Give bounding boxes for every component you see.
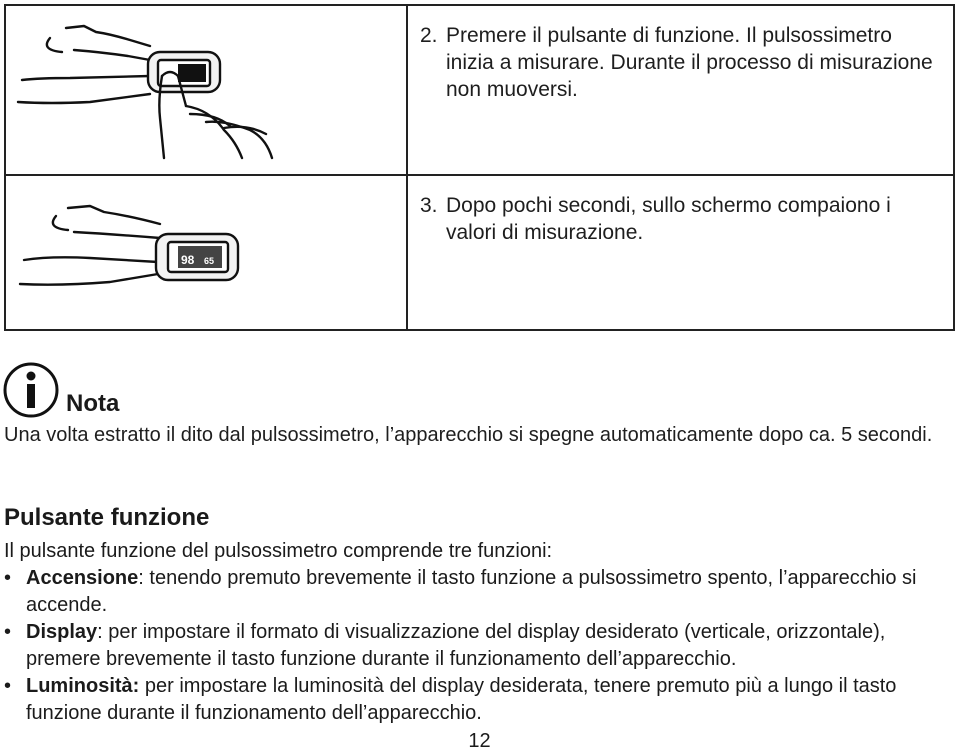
step-3-text <box>420 192 943 246</box>
list-item-term: Luminosità: <box>26 675 140 697</box>
note-text: Una volta estratto il dito dal pulsossimetro, l’apparecchio si spegne automaticamente dopo ca. 5 secondi. <box>4 424 933 446</box>
step-row-2 <box>6 6 953 176</box>
page-number: 12 <box>468 730 491 752</box>
list-item-luminosita <box>4 673 954 727</box>
list-item-separator: : <box>138 567 144 589</box>
step-description: Dopo pochi secondi, sullo schermo compaiono i valori di misurazione. <box>446 194 891 244</box>
step-number: 3. <box>420 194 438 217</box>
list-item-text: per impostare il formato di visualizzazione del display desiderato (verticale, orizzontale), premere brevemente il tasto funzione durante il funzionamento dell’apparecchio. <box>26 621 886 670</box>
step-2-text <box>420 22 943 103</box>
pulse-value: 65 <box>204 256 215 266</box>
list-item-separator: : <box>97 621 103 643</box>
section-title: Pulsante funzione <box>4 504 210 531</box>
list-item-text: per impostare la luminosità del display desiderata, tenere premuto più a lungo il tasto funzione durante il funzionamento dell’apparecchio. <box>26 675 897 724</box>
step-row-3 <box>6 176 953 331</box>
bullet-icon: • <box>4 567 12 589</box>
list-item-text: tenendo premuto brevemente il tasto funzione a pulsossimetro spento, l’apparecchio si accende. <box>26 567 917 616</box>
bullet-icon: • <box>4 675 12 697</box>
bullet-icon: • <box>4 621 12 643</box>
note-title: Nota <box>66 390 120 417</box>
function-list <box>4 565 954 727</box>
step-description: Premere il pulsante di funzione. Il pulsossimetro inizia a misurare. Durante il processo di misurazione non muoversi. <box>446 24 933 101</box>
step-number: 2. <box>420 24 438 47</box>
finger-pressing-button-illustration <box>10 10 400 160</box>
list-item-term: Accensione <box>26 567 139 589</box>
list-item-term: Display <box>26 621 98 643</box>
info-icon <box>2 361 60 419</box>
column-divider <box>406 6 408 174</box>
column-divider <box>406 176 408 331</box>
list-item-display <box>4 619 954 673</box>
device-display <box>178 64 206 82</box>
section-intro: Il pulsante funzione del pulsossimetro comprende tre funzioni: <box>4 540 553 562</box>
instruction-steps-table <box>4 4 955 331</box>
spo2-value: 98 <box>181 253 195 267</box>
list-item-accensione <box>4 565 954 619</box>
finger-in-oximeter-illustration <box>10 180 400 330</box>
